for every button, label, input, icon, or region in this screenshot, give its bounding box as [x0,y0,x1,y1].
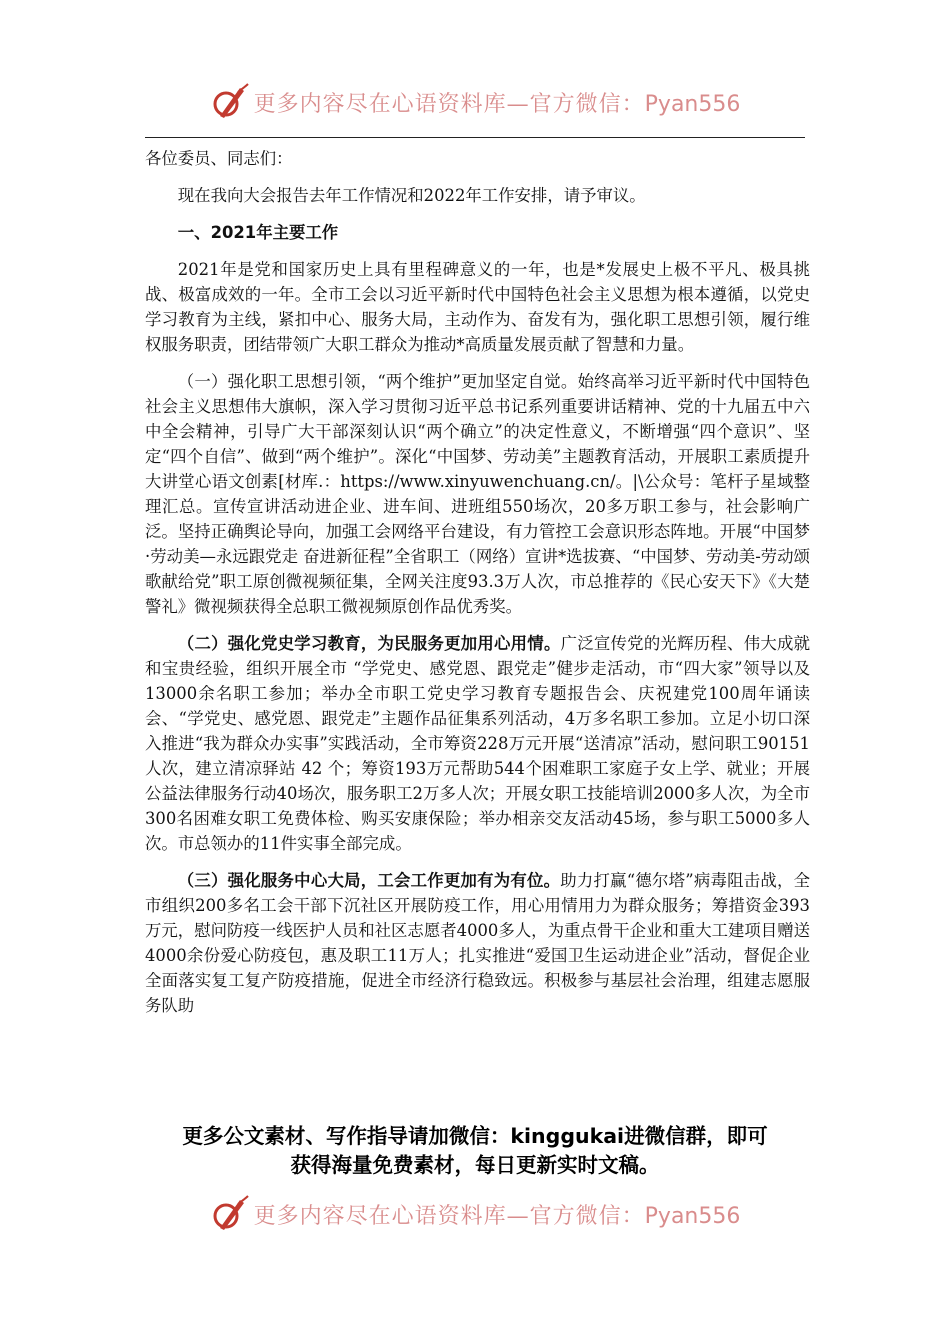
paragraph-4-lead: （三）强化服务中心大局，工会工作更加有为有位。 [177,871,561,890]
quill-logo-icon [210,82,250,122]
salutation: 各位委员、同志们： [145,149,293,168]
paragraph-3 [145,631,810,856]
promo-line-1: 更多公文素材、写作指导请加微信：kinggukai进微信群，即可 [182,1124,768,1148]
section-heading: 一、2021年主要工作 [177,223,339,242]
paragraph-4-body: 助力打赢“德尔塔”病毒阻击战，全市组织200多名工会干部下沉社区开展防疫工作，用心用情用力为群众服务；筹措资金393万元，慰问防疫一线医护人员和社区志愿者4000多人，为重点骨干企业和重大工建项目赠送4000余份爱心防疫包，惠及职工11万人；扎实推进“爱国卫生运动进企业”活动，督促企业全面落实复工复产防疫措施，促进全市经济行稳致远。积极参与基层社会治理，组建志愿服务队助 [145,871,810,1015]
promo-line-2: 获得海量免费素材，每日更新实时文稿。 [290,1153,660,1177]
intro-paragraph: 现在我向大会报告去年工作情况和2022年工作安排，请予审议。 [177,186,646,205]
paragraph-2: （一）强化职工思想引领，“两个维护”更加坚定自觉。始终高举习近平新时代中国特色社会主义思想伟大旗帜，深入学习贯彻习近平总书记系列重要讲话精神、党的十九届五中六中全会精神，引导广大干部深刻认识“两个确立”的决定性意义，不断增强“四个意识”、坚定“四个自信”、做到“两个维护”。深化“中国梦、劳动美”主题教育活动，开展职工素质提升大讲堂心语文创素[材库.：https://www.xinyuwenchuang.cn/。|\公众号：笔杆子星域整理汇总。宣传宣讲活动进企业、进车间、进班组550场次，20多万职工参与，社会影响广泛。坚持正确舆论导向，加强工会网络平台建设，有力管控工会意识形态阵地。开展“中国梦·劳动美—永远跟党走 奋进新征程”全省职工（网络）宣讲*选拔赛、“中国梦、劳动美-劳动颂歌献给党”职工原创微视频征集，全网关注度93.3万人次，市总推荐的《民心安天下》《大楚警礼》微视频获得全总职工微视频原创作品优秀奖。 [145,372,810,616]
paragraph-4 [145,868,810,1018]
header-banner-text: 更多内容尽在心语资料库—官方微信：Pyan556 [253,91,741,117]
quill-logo-icon [210,1194,250,1234]
footer-banner [0,1192,950,1236]
document-body [145,146,810,1018]
header-divider [145,137,805,138]
paragraph-3-lead: （二）强化党史学习教育，为民服务更加用心用情。 [177,634,561,653]
header-banner [0,80,950,124]
paragraph-1: 2021年是党和国家历史上具有里程碑意义的一年，也是*发展史上极不平凡、极具挑战、极富成效的一年。全市工会以习近平新时代中国特色社会主义思想为根本遵循，以党史学习教育为主线，紧扣中心、服务大局，主动作为、奋发有为，强化职工思想引领，履行维权服务职责，团结带领广大职工群众为推动*高质量发展贡献了智慧和力量。 [145,260,810,354]
header-wechat-id: Pyan556 [644,91,741,117]
promo-notice [120,1122,830,1180]
paragraph-3-body: 广泛宣传党的光辉历程、伟大成就和宝贵经验，组织开展全市 “学党史、感党恩、跟党走”健步走活动，市“四大家”领导以及13000余名职工参加；举办全市职工党史学习教育专题报告会、庆祝建党100周年诵读会、“学党史、感党恩、跟党走”主题作品征集系列活动，4万多名职工参加。立足小切口深入推进“我为群众办实事”实践活动，全市筹资228万元开展“送清凉”活动，慰问职工90151人次，建立清凉驿站 42 个；筹资193万元帮助544个困难职工家庭子女上学、就业；开展公益法律服务行动40场次，服务职工2万多人次；开展女职工技能培训2000多人次，为全市300名困难女职工免费体检、购买安康保险；举办相亲交友活动45场，参与职工5000多人次。市总领办的11件实事全部完成。 [145,634,811,853]
footer-banner-text: 更多内容尽在心语资料库—官方微信：Pyan556 [253,1203,741,1229]
footer-wechat-id: Pyan556 [644,1203,741,1229]
